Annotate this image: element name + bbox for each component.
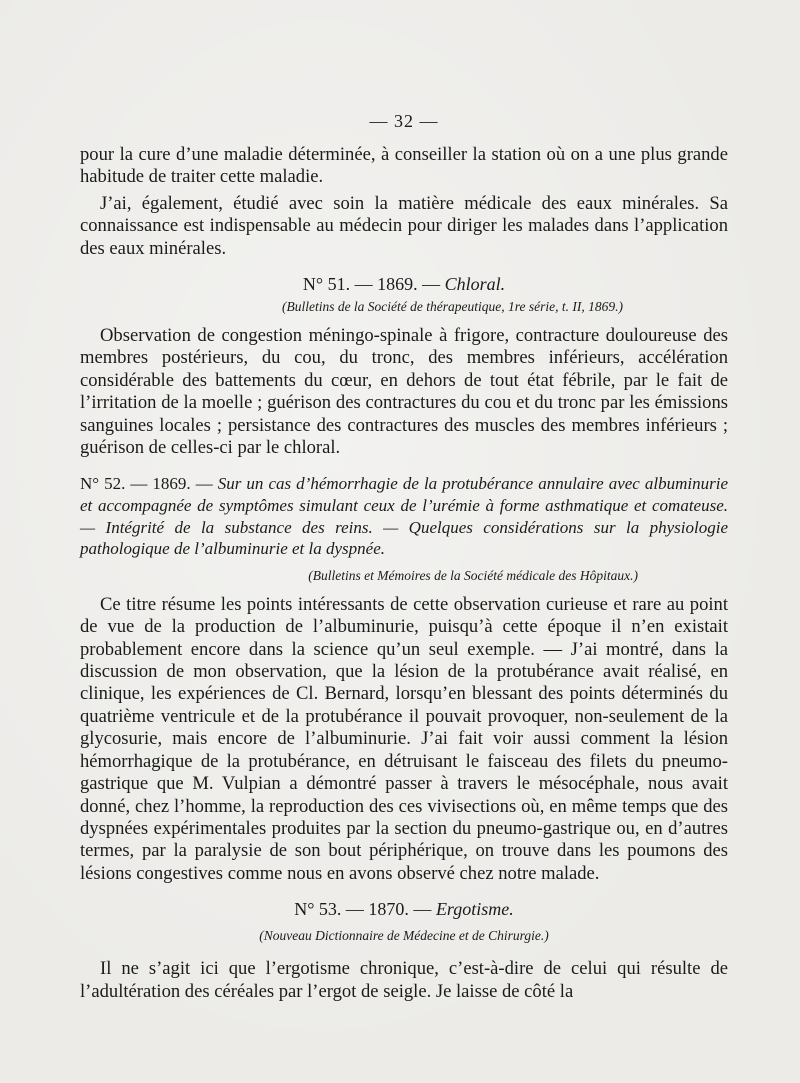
entry-53-title: Ergotisme. <box>435 899 514 920</box>
page-number: — 32 — <box>369 111 439 131</box>
entry-51-text: Observation de congestion méningo-spinale à frigore, contracture douloureuse des membres postérieurs, du cou, du tronc, des membres inférieurs, accélération considérable des battements du cœur, en dehors de tout état fébrile, par le fait de l’irritation de la moelle ; guérison des contractures du cou et du tronc par les émissions sanguines locales ; persistance des contractures des muscles des membres inférieurs ; guérison de celles-ci par le chloral. <box>80 325 728 459</box>
entry-51-title: Chloral. <box>444 274 506 295</box>
paragraph-continuation: pour la cure d’une maladie déterminée, à conseiller la station où on a une plus grande habitude de traiter cette maladie. <box>80 144 728 188</box>
entry-53-text: Il ne s’agit ici que l’ergotisme chronique, c’est-à-dire de celui qui résulte de l’adultération des céréales par l’ergot de seigle. Je laisse de côté la <box>80 958 728 1002</box>
entry-53-heading <box>80 899 728 920</box>
paragraph-mineral-waters: J’ai, également, étudié avec soin la matière médicale des eaux minérales. Sa connaissance est indispensable au médecin pour diriger les malades dans l’application des eaux minérales. <box>80 192 728 259</box>
entry-52-title: Sur un cas d’hémorrhagie de la protubérance annulaire avec albuminurie et accompagnée de symptômes simulant ceux de l’urémie à forme asthmatique et comateuse. — Intégrité de la substance des reins. — Quelques considérations sur la physiologie pathologique de l’albuminurie et la dyspnée. <box>80 474 728 559</box>
entry-52-heading <box>80 473 728 559</box>
entry-51-number: N° 51. — 1869. — <box>302 274 445 295</box>
entry-52-number: N° 52. — 1869. — <box>80 474 218 494</box>
entry-53-number: N° 53. — 1870. — <box>294 899 436 920</box>
entry-51-source: (Bulletins de la Société de thérapeutique, 1re série, t. II, 1869.) <box>281 299 623 315</box>
entry-53-source: (Nouveau Dictionnaire de Médecine et de Chirurgie.) <box>259 928 549 944</box>
entry-52-text: Ce titre résume les points intéressants de cette observation curieuse et rare au point de vue de la production de l’albuminurie, puisqu’à cette époque il n’en existait probablement encore dans la science qu’un seul exemple. — J’ai montré, dans la discussion de mon observation, que la lésion de la protubérance avait réalisé, en clinique, les expériences de Cl. Bernard, lorsqu’en blessant des points déterminés du quatrième ventricule et de la protubérance il pouvait provoquer, non-seulement de la glycosurie, mais encore de l’albuminurie. J’ai fait voir aussi comment la lésion hémorrhagique de la protubérance, en détruisant le faisceau des filets du pneumo-gastrique que M. Vulpian a démontré passer à travers le mésocéphale, nous avait donné, chez l’homme, la reproduction des ces vivisections où, en même temps que des dyspnées expérimentales produites par la section du pneumo-gastrique ou, en d’autres termes, par la paralysie de son bout périphérique, on trouve dans les poumons des lésions congestives comme nous en avons observé chez notre malade. <box>80 593 728 884</box>
entry-51-heading <box>80 274 728 295</box>
entry-52-source: (Bulletins et Mémoires de la Société médicale des Hôpitaux.) <box>308 567 638 583</box>
